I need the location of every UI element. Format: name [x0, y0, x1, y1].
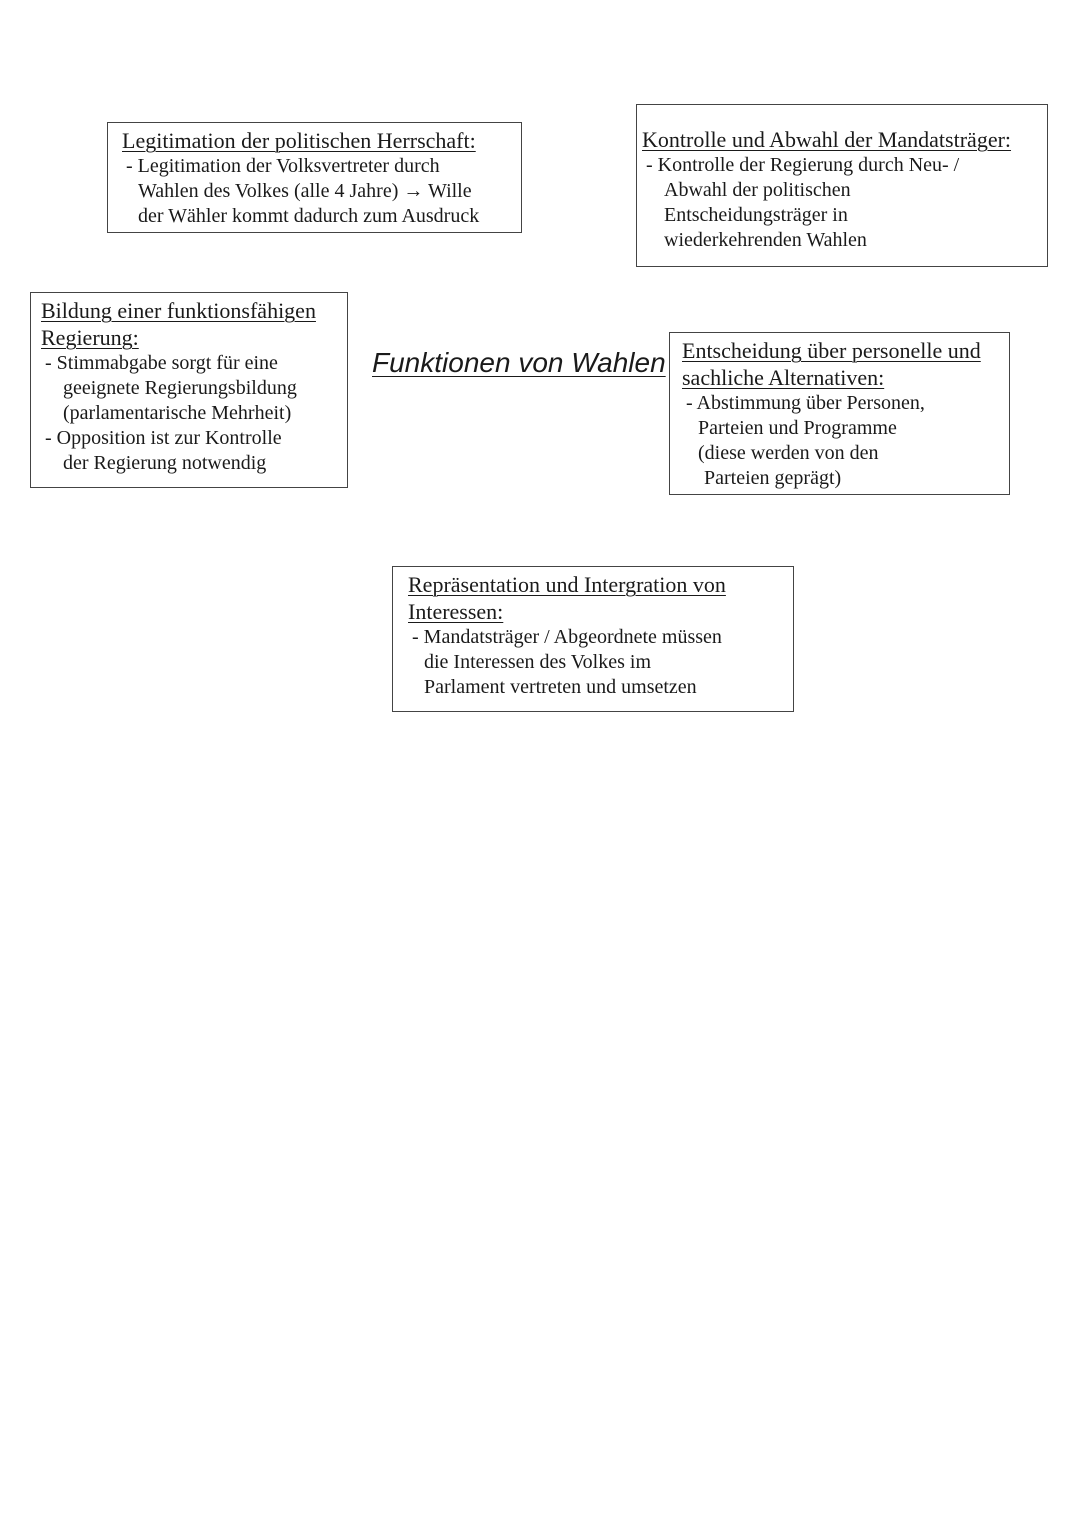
text-line: (parlamentarische Mehrheit)	[63, 402, 292, 424]
text-line: (diese werden von den	[698, 442, 879, 464]
text-line: Parlament vertreten und umsetzen	[424, 676, 697, 698]
text-line: Entscheidungsträger in	[664, 204, 848, 226]
box-repraesentation-body	[408, 625, 785, 700]
box-legitimation	[107, 122, 522, 233]
text-line: - Mandatsträger / Abgeordnete müssen	[412, 626, 722, 648]
box-legitimation-body	[122, 154, 513, 229]
box-bildung-body	[41, 351, 339, 476]
box-kontrolle-title: Kontrolle und Abwahl der Mandatsträger:	[642, 127, 1012, 152]
box-entscheidung-title-line2: sachliche Alternativen:	[682, 365, 885, 390]
text-line: wiederkehrenden Wahlen	[664, 229, 867, 251]
text-line: der Regierung notwendig	[63, 452, 267, 474]
text-line: Parteien geprägt)	[704, 467, 842, 489]
text-line: der Wähler kommt dadurch zum Ausdruck	[138, 205, 480, 227]
box-kontrolle	[636, 104, 1048, 267]
text-line: - Opposition ist zur Kontrolle	[45, 427, 282, 449]
box-legitimation-title: Legitimation der politischen Herrschaft:	[122, 128, 476, 153]
text-line: Abwahl der politischen	[664, 179, 851, 201]
text-line: Wahlen des Volkes (alle 4 Jahre) → Wille	[138, 180, 472, 202]
page-title: Funktionen von Wahlen	[372, 347, 666, 378]
box-bildung	[30, 292, 348, 488]
text-line: - Stimmabgabe sorgt für eine	[45, 352, 278, 374]
text-line: - Legitimation der Volksvertreter durch	[126, 155, 440, 177]
box-repraesentation-title-line1: Repräsentation und Intergration von	[408, 572, 726, 597]
text-line: Parteien und Programme	[698, 417, 897, 439]
box-entscheidung	[669, 332, 1010, 495]
box-entscheidung-body	[682, 391, 1001, 491]
text-line: - Kontrolle der Regierung durch Neu- /	[646, 154, 960, 176]
box-bildung-title-line2: Regierung:	[41, 325, 139, 350]
box-entscheidung-title-line1: Entscheidung über personelle und	[682, 338, 981, 363]
text-line: geeignete Regierungsbildung	[63, 377, 297, 399]
box-repraesentation-title-line2: Interessen:	[408, 599, 504, 624]
box-bildung-title-line1: Bildung einer funktionsfähigen	[41, 298, 316, 323]
box-kontrolle-body	[642, 153, 1039, 253]
text-line: - Abstimmung über Personen,	[686, 392, 925, 414]
box-repraesentation	[392, 566, 794, 712]
text-line: die Interessen des Volkes im	[424, 651, 652, 673]
